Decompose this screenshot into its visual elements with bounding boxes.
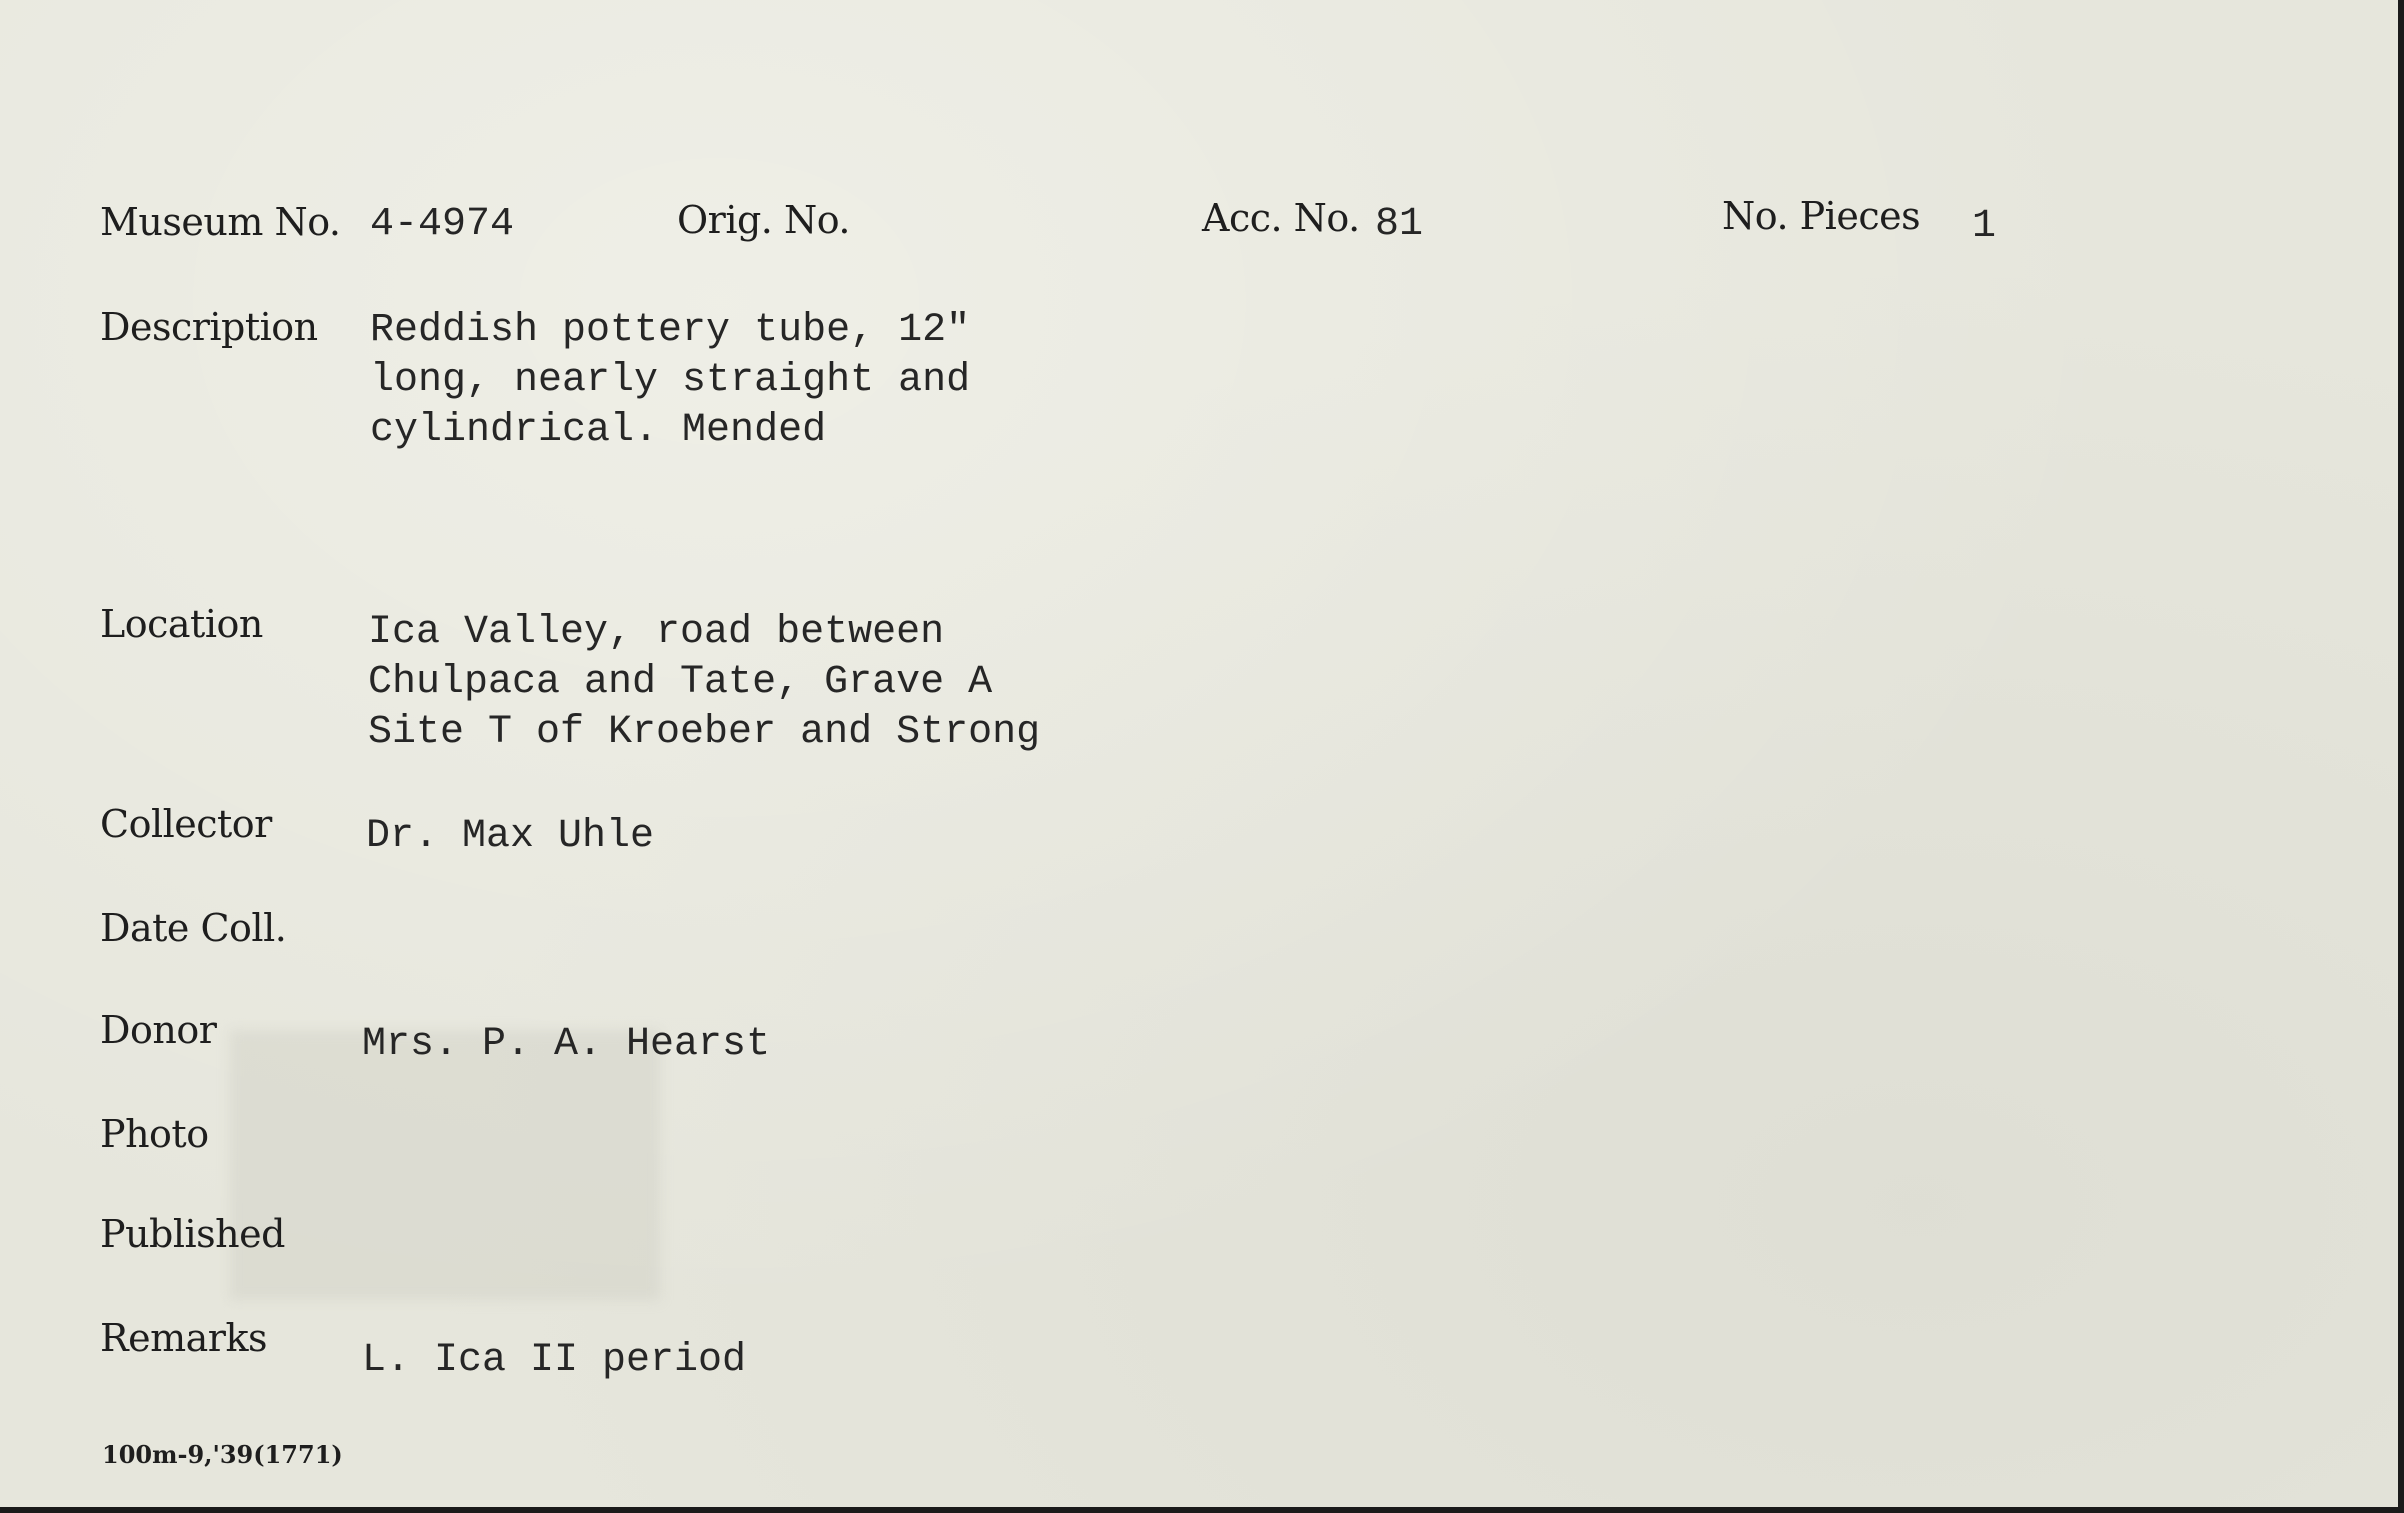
orig-no-label: Orig. No. — [677, 198, 850, 242]
card-smudge — [230, 1030, 660, 1300]
description-line: Reddish pottery tube, 12" — [370, 308, 971, 353]
donor-value: Mrs. P. A. Hearst — [362, 1022, 771, 1067]
print-code: 100m-9,'39(1771) — [102, 1440, 343, 1469]
location-value — [368, 608, 1040, 758]
description-label: Description — [100, 305, 318, 349]
collector-label: Collector — [100, 802, 272, 846]
published-label: Published — [100, 1212, 285, 1256]
collector-value: Dr. Max Uhle — [366, 814, 655, 859]
acc-no-value: 81 — [1375, 202, 1424, 247]
location-line: Ica Valley, road between — [368, 610, 945, 655]
description-line: long, nearly straight and — [370, 358, 971, 403]
location-line: Chulpaca and Tate, Grave A — [368, 660, 993, 705]
museum-no-value: 4-4974 — [370, 202, 515, 247]
photo-label: Photo — [100, 1112, 209, 1156]
acc-no-label: Acc. No. — [1202, 196, 1360, 240]
date-coll-label: Date Coll. — [100, 906, 287, 950]
remarks-value: L. Ica II period — [362, 1338, 747, 1383]
museum-no-label: Museum No. — [100, 200, 341, 244]
no-pieces-label: No. Pieces — [1722, 194, 1921, 238]
no-pieces-value: 1 — [1972, 204, 1997, 249]
location-label: Location — [100, 602, 263, 646]
location-line: Site T of Kroeber and Strong — [368, 710, 1041, 755]
remarks-label: Remarks — [100, 1316, 267, 1360]
donor-label: Donor — [100, 1008, 217, 1052]
description-value — [370, 306, 970, 456]
description-line: cylindrical. Mended — [370, 408, 827, 453]
